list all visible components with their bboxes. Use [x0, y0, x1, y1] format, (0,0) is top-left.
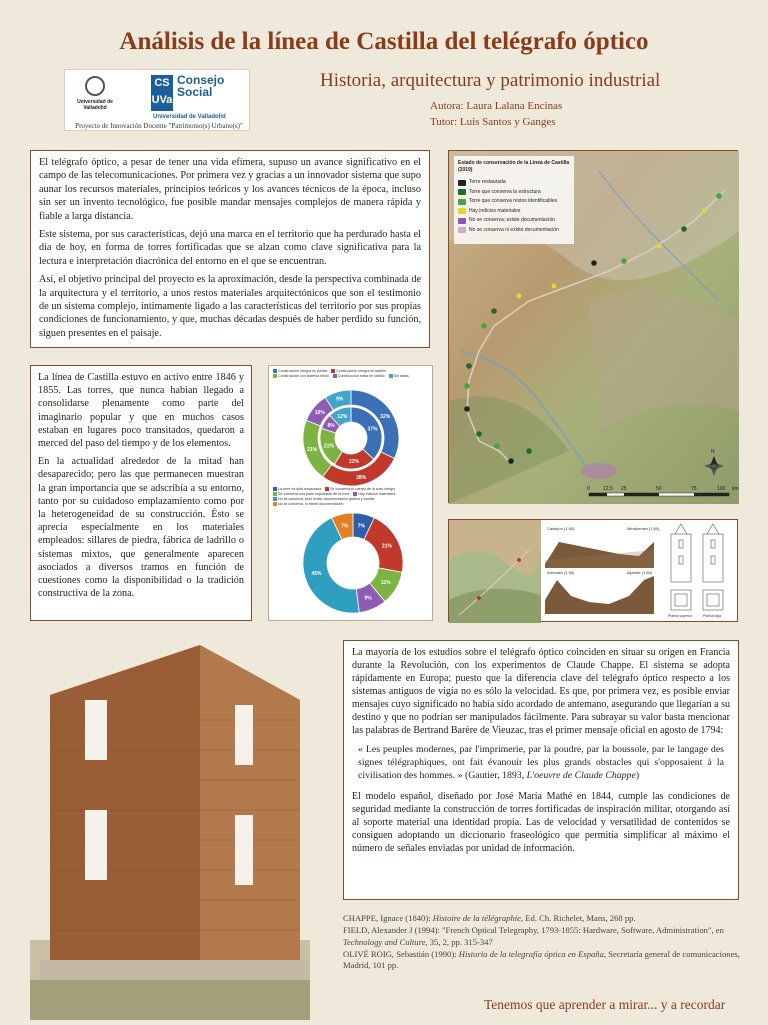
reference-title: Technology and Culture	[343, 936, 426, 947]
reference-item	[343, 949, 743, 972]
legend-swatch-icon	[273, 492, 277, 496]
map-tower-marker	[591, 260, 597, 266]
map-legend-item	[458, 197, 570, 207]
legend-swatch-icon	[273, 369, 277, 373]
chart2-legend-label: Hay indicios materiales	[358, 492, 396, 496]
city-area	[581, 463, 617, 479]
map-tower-marker	[464, 383, 470, 389]
chart2-label: 45%	[311, 571, 322, 578]
chart1-inner-label: 21%	[323, 443, 334, 450]
legend-swatch-icon	[273, 497, 277, 501]
cs-line1: Consejo	[177, 73, 225, 87]
legend-swatch-icon	[458, 189, 466, 195]
line-castilla-textbox	[30, 365, 252, 621]
cs-line2: Social	[177, 85, 213, 99]
history-paragraph-2: El modelo español, diseñado por José María Mathé en 1844, cumple las condiciones de seguridad mediante la construcción de torres fortificadas de inspiración militar, otorgando así al soporte material una identidad propia. Las de velocidad y versatilidad de contenidos se consiguen adoptando un diccionario fraseológico que permitía simplificar al máximo el número de señales enviadas por unidad de información.	[352, 791, 730, 854]
scale-label-4: 75	[691, 486, 697, 492]
intro-paragraph-1: El telégrafo óptico, a pesar de tener una vida efímera, supuso un avance significativo en el campo de las telecomunicaciones. Por primera vez y gracias a un innovador sistema que supo aunar los recursos materiales, principios teóricos y los avances técnicos de la época, incluso sin ser un invento tecnológico, fue posible mandar mensajes complejos de manera rápida y fiable a larga distancia.	[39, 157, 421, 222]
intro-paragraph-3: Así, el objetivo principal del proyecto es la aproximación, desde la perspectiva combinada de la arquitectura y el territorio, a unos restos materiales arquitectónicos que son el testimonio de un sistema complejo, íntimamente ligado a las características del territorio por sus propias condiciones de funcionamiento, y que, muchas décadas después de haber perdido su función, siguen presentes en el paisaje.	[39, 274, 421, 339]
tower-photo-svg	[30, 640, 310, 1020]
map-tower-marker	[702, 209, 707, 214]
chart2-legend-label: No se conserva, pero existe documentación gráfica y escrita	[278, 497, 375, 501]
chart1-outer-label: 32%	[380, 413, 391, 420]
map-tower-marker	[552, 284, 557, 289]
legend-swatch-icon	[458, 199, 466, 205]
profile-label-2: Mirafuentes (1:60)	[627, 526, 660, 531]
legend-swatch-icon	[458, 218, 466, 224]
map-tower-marker	[716, 193, 722, 199]
chart1-legend-label: Construcción mixta en ladrillo	[337, 374, 385, 378]
chart1-inner-label: 37%	[367, 426, 378, 433]
poster-subtitle: Historia, arquitectura y patrimonio industrial	[320, 70, 661, 91]
tower-side	[200, 645, 300, 970]
plan-label-1: Planta superior	[668, 614, 693, 618]
tower-elevation-drawing	[671, 524, 723, 610]
intro-textbox	[30, 150, 430, 348]
chart2-legend-label: Se conserva una parte importante de la torre	[278, 492, 350, 496]
map-tower-marker	[481, 323, 487, 329]
quote-source-title: L'oeuvre de Claude Chappe	[526, 770, 636, 781]
tower-base	[40, 960, 310, 980]
plan-label-2: Planta baja	[703, 614, 721, 618]
tower-window	[235, 705, 253, 765]
map-tower-marker	[526, 448, 532, 454]
map-tower-marker	[657, 244, 662, 249]
chart-conservation-state	[301, 511, 405, 615]
chart1-inner-label: 12%	[337, 413, 348, 420]
quote-text: « Les peuples modernes, par l'imprimerie, par la poudre, par la boussole, par le langage des signes télégraphiques, ont fait évanouir les plus grands obstacles qui s'opposaient à la civilisation des hommes. »	[358, 744, 724, 781]
tower-front	[50, 645, 200, 970]
legend-swatch-icon	[273, 502, 277, 506]
legend-swatch-icon	[458, 208, 466, 214]
project-caption: Proyecto de Innovación Docente "Patrimonio(s) Urbano(s)"	[75, 122, 243, 130]
map-legend-rows	[458, 178, 570, 235]
cs-university: Universidad de Valladolid	[153, 114, 226, 120]
chart1-outer-label: 28%	[356, 474, 367, 481]
map-legend-item	[458, 178, 570, 188]
photo-grass	[30, 980, 310, 1020]
reference-title: Histoire de la télégraphie	[432, 913, 521, 923]
history-quote	[358, 743, 724, 782]
map-tower-marker	[494, 443, 500, 449]
legend-swatch-icon	[458, 227, 466, 233]
tower-photo	[30, 640, 310, 1020]
tower-window	[85, 810, 107, 880]
map-tower-marker	[681, 226, 687, 232]
uva-logo-name: Universidad de Valladolid	[77, 99, 113, 111]
scale-label-0: 0	[587, 486, 590, 492]
consejo-social-text	[177, 74, 224, 98]
author: Autora: Laura Lalana Encinas	[430, 100, 563, 112]
chart1-legend-label: Construcción con sistema mixto	[278, 374, 329, 378]
map-legend-item	[458, 207, 570, 217]
chart2-label: 21%	[381, 543, 392, 550]
map-tower-marker	[466, 363, 472, 369]
conservation-map	[448, 150, 738, 503]
scale-label-5: 100	[717, 486, 726, 492]
legend-swatch-icon	[389, 374, 393, 378]
map-legend-label: Hay indicios materiales	[469, 207, 521, 214]
reference-item	[343, 925, 743, 948]
map-legend-label: No se conserva; existe documentación	[469, 217, 555, 223]
chart1-outer-label: 9%	[336, 396, 344, 403]
legend-swatch-icon	[331, 369, 335, 373]
tower-window	[85, 700, 107, 760]
chart1-legend	[273, 369, 429, 379]
tower-window	[235, 815, 253, 885]
footer-slogan: Tenemos que aprender a mirar... y a recordar	[484, 997, 726, 1012]
profile-panel	[448, 519, 738, 622]
elevation-profile-2	[545, 576, 654, 614]
profile-label-1: Castejón (1:50)	[547, 526, 575, 531]
map-legend-label: Torre restaurada	[469, 179, 506, 185]
chart1-legend-label: Construcción íntegra en piedra	[278, 369, 328, 373]
legend-swatch-icon	[325, 487, 329, 491]
chart1-legend-label: Construcción íntegra en ladrillo	[336, 369, 386, 373]
chart2-legend-item	[273, 502, 344, 507]
reference-author: CHAPPE, Ignace (1840):	[343, 913, 433, 923]
map-tower-marker	[508, 458, 514, 464]
map-tower-marker	[517, 294, 522, 299]
quote-source-suffix: )	[635, 770, 640, 781]
scale-label-2: 25	[621, 486, 627, 492]
intro-paragraph-2: Este sistema, por sus características, dejó una marca en el territorio que ha perdurado hasta el día de hoy, en forma de torres fortificadas que se alzan como clave significativa para la lectura e interpretación diacrónica del entorno en el que se encuentran.	[39, 229, 421, 267]
chart2-label: 11%	[380, 579, 391, 586]
consejo-social-logo-box	[151, 75, 173, 111]
poster-title: Análisis de la línea de Castilla del telégrafo óptico	[119, 28, 649, 55]
line-castilla-paragraph-2: En la actualidad alrededor de la mitad han desaparecido; pero las que permanecen muestran la gran importancia que se adscribía a su entorno, tanto por su cuidadoso emplazamiento como por la heterogeneidad de su construcción. Ésto se aprecia especialmente en los materiales empleados: sillares de piedra, fábrica de ladrillo o sistemas mixtos, que generalmente aparecen asociados a diversos tramos en función de cuestiones como la disponibilidad o la tradición constructiva de la zona.	[38, 456, 244, 600]
chart2-legend	[273, 487, 431, 507]
chart2-label: 9%	[364, 595, 372, 602]
profile-label-3: Arenales (1:50)	[547, 570, 575, 575]
history-paragraph-1: La mayoría de los estudios sobre el telégrafo óptico coinciden en situar su origen en Francia durante la Revolución, con los experimentos de Claude Chappe. El sistema se adopta rápidamente en Europa; puesto que la diferencia clave del telégrafo óptico respecto a los sistemas antiguos de vigía no es sólo la velocidad. Es que, por primera vez, es posible enviar mensajes cuyo significado no había sido acordado de antemano, asegurando que llegarían a su destino y que no podrían ser manipulados fácilmente. Para subrayar su valor basta mencionar las palabras de Bertrand Barère de Vieuzac, tras el primer mensaje oficial en agosto de 1794:	[352, 647, 730, 736]
reference-author: FIELD, Alexander J (1994): "French Optical Telegraphy, 1793-1855: Hardware, Software, Administration", en	[343, 925, 724, 936]
scale-unit: km	[732, 486, 739, 492]
chart1-legend-item	[273, 374, 329, 379]
references	[343, 913, 743, 972]
uva-seal-icon	[85, 76, 105, 96]
legend-swatch-icon	[458, 180, 466, 186]
chart1-legend-item	[389, 374, 409, 379]
legend-swatch-icon	[273, 487, 277, 491]
chart2-legend-label: No se conserva, ni existe documentación	[278, 502, 344, 506]
reference-item	[343, 913, 743, 924]
uva-logo	[69, 74, 121, 116]
chart1-outer-label: 10%	[314, 409, 325, 416]
reference-author: OLIVÉ ROIG, Sebastián (1990):	[343, 948, 459, 959]
map-tower-marker	[621, 258, 627, 264]
map-legend-label: No se conserva ni existe documentación	[469, 226, 559, 233]
chart1-legend-item	[333, 374, 385, 379]
map-legend-item	[458, 226, 570, 236]
scale-label-3: 50	[656, 486, 662, 492]
legend-swatch-icon	[333, 374, 337, 378]
map-legend-item	[458, 188, 570, 198]
map-tower-marker	[476, 431, 482, 437]
chart1-outer-label: 21%	[307, 446, 318, 453]
mini-map-tower	[477, 596, 481, 600]
scale-label-1: 12,5	[603, 486, 613, 492]
reference-rest: , Ed. Ch. Richelet, Mans, 268 pp.	[520, 913, 636, 923]
north-label: N	[711, 449, 715, 455]
map-legend-title: Estado de conservación de la Línea de Castilla (2019)	[458, 160, 570, 173]
chart-construction-materials	[301, 388, 401, 488]
chart1-inner-label: 8%	[327, 423, 335, 430]
line-castilla-paragraph-1: La línea de Castilla estuvo en activo entre 1846 y 1855. Las torres, que nunca habían llegado a consolidarse plenamente como parte del imaginario popular y que en muchos casos estaban en lugares poco transitados, quedaron a merced del paso del tiempo y de los elementos.	[38, 372, 244, 450]
reference-rest: , Secretaría general de comunicaciones, Madrid, 101 pp.	[343, 948, 740, 971]
map-tower-marker	[491, 308, 497, 314]
chart1-legend-label: Sin datos	[393, 374, 409, 378]
reference-title: Historia de la telegrafía óptica en España	[458, 948, 604, 959]
legend-swatch-icon	[273, 374, 277, 378]
map-legend	[454, 156, 574, 244]
mini-map-tower	[517, 558, 521, 562]
charts-panel	[268, 365, 433, 621]
chart2-legend-label: Se conserva el cuerpo de la torre íntegro	[330, 487, 396, 491]
quote-source-prefix: (Gautier, 1893,	[464, 770, 527, 781]
map-legend-item	[458, 216, 570, 226]
profile-label-4: Aljarafe (1:60)	[627, 570, 653, 575]
chart1-inner-label: 22%	[348, 458, 359, 465]
cs-box-line1: CS	[154, 77, 170, 89]
profile-svg	[449, 520, 739, 623]
map-legend-label: Torre que conserva la estructura	[469, 188, 541, 195]
tutor: Tutor: Luis Santos y Ganges	[430, 116, 556, 128]
chart2-label: 7%	[357, 523, 365, 530]
cs-box-line2: UVa	[151, 94, 173, 106]
history-textbox	[343, 640, 739, 900]
map-legend-label: Torre que conserva restos identificables	[469, 198, 558, 204]
map-tower-marker	[464, 406, 470, 412]
chart2-label: 7%	[341, 523, 349, 530]
chart2-legend-label: La torre ha sido restaurada	[278, 487, 322, 491]
reference-rest: , 35, 2, pp. 315-347	[425, 936, 493, 947]
legend-swatch-icon	[353, 492, 357, 496]
